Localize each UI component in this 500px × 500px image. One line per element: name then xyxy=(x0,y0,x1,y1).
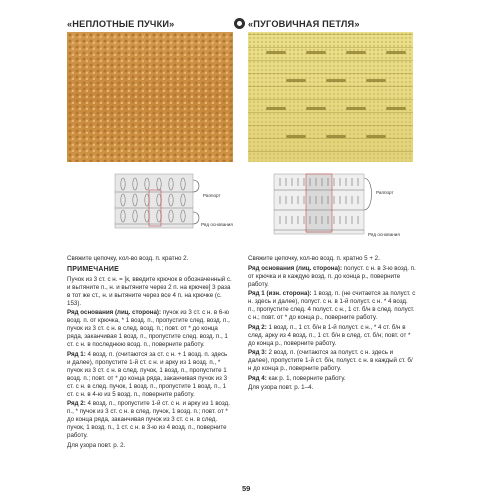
chart-foundation-label: Ряд основания xyxy=(201,222,233,227)
note-heading: ПРИМЕЧАНИЕ xyxy=(67,266,119,273)
row-label: Ряд основания (лиц. сторона): xyxy=(67,309,162,316)
row-text: 4 возд. п., пропустите 1-й ст. с н. и арку из 1 возд. п., * пучок из 3 ст. с н. в след. пучок, 1 возд. п.; повт. от * до конца ряда, заканчивая пучок из 3 ст. с н. в след. пучок, 1 возд. п., 1 ст. с н. в 3-ю из 4 возд. п., поверните работу. xyxy=(67,400,230,439)
row-label: Ряд 3: xyxy=(248,349,267,356)
page-number: 59 xyxy=(242,484,251,493)
left-instructions xyxy=(67,255,232,451)
buttonhole-swatch-photo xyxy=(248,32,413,162)
intro-text: Свяжите цепочку, кол-во возд. п. кратно 2. xyxy=(67,255,189,262)
left-pattern-title: «НЕПЛОТНЫЕ ПУЧКИ» xyxy=(67,19,175,29)
buttonhole-chart xyxy=(270,172,410,242)
row-text: 4 возд. п. (считаются за ст. с н. + 1 возд. п. здесь и далее), пропустите 1-й ст. с н. и арку из 1 возд. п., * пучок из 3 ст. с н. в след. пучок, 1 возд. п., пропустите 1 возд. п.; повт. от * до конца ряда, заканчивая пучок из 3 ст. с н. в след. пучок, 1 возд. п., пропустите 1 возд. п., 1 ст. с н. в 4-ю из 5 возд. п., поверните работу. xyxy=(67,350,228,398)
row-label: Ряд 4: xyxy=(248,374,267,382)
chart-foundation-label: Ряд основания xyxy=(368,232,400,237)
row-instruction xyxy=(248,375,416,383)
row-text: 1 возд. п. (не считается за полуст. с н. здесь и далее), полуст. с н. в 1-й полуст. с н. * 4 возд. п., пропустите след. 4 полуст. с н., 1 ст. б/н в след. полуст. с н.; повт. от * до конца р., поверните работу. xyxy=(248,290,416,321)
row-label: Ряд 1 (изн. сторона): xyxy=(248,290,312,297)
row-text: 2 возд. п. (считаются за полуст. с н. здесь и далее), пропустите 1-й ст. б/н, полуст. с н. в каждый ст. б/н до конца р., поверните работу. xyxy=(248,349,413,372)
row-instruction xyxy=(248,265,416,289)
repeat-text: Для узора повт. р. 1–4. xyxy=(248,384,314,391)
row-text: пучок из 3 ст. с н. в 6-ю возд. п. от крючка, * 1 возд. п., пропустите след. возд. п., пучок из 3 ст. с н. в след. возд. п.; повт. от * до конца ряда, заканчивая 1 возд. п., пропустите след. возд. п., 1 ст. с н. в последнюю возд. п., поверните работу. xyxy=(67,309,230,348)
intro-text: Свяжите цепочку, кол-во возд. п. кратно 5 + 2. xyxy=(248,255,380,262)
row-instruction xyxy=(67,309,232,349)
loose-bobbles-chart xyxy=(111,172,231,232)
row-text: 1 возд. п., 1 ст. б/н в 1-й полуст. с н., * 4 ст. б/н в след. арку из 4 возд. п., 1 ст. б/н в след. ст. б/н; повт. от * до конца р., поверните работу. xyxy=(248,323,411,347)
row-text: как р. 1, поверните работу. xyxy=(268,374,346,382)
row-instruction xyxy=(248,349,416,373)
row-label: Ряд основания (лиц. сторона): xyxy=(248,264,343,272)
row-label: Ряд 1: xyxy=(67,350,86,358)
right-instructions xyxy=(248,255,416,394)
note-text: Пучок из 3 ст. с н. = [к, введите крючок в обозначенный с. и вытяните п., н. и вытяните через 2 п. на крючке] 3 раза в тот же ст., н. и вытяните через все 4 п. на крючке (с. 153). xyxy=(67,275,232,307)
row-instruction xyxy=(67,351,232,399)
row-instruction xyxy=(248,290,416,322)
right-pattern-title: «ПУГОВИЧНАЯ ПЕТЛЯ» xyxy=(248,19,360,29)
chart-repeat-label: Раппорт xyxy=(203,193,221,198)
chart-repeat-label: Раппорт xyxy=(376,190,394,195)
loose-bobbles-swatch-photo xyxy=(67,32,233,162)
repeat-text: Для узора повт. р. 2. xyxy=(67,441,126,449)
button-loop-icon xyxy=(234,18,245,29)
row-text: полуст. с н. в 3-ю возд. п. от крючка и в каждую возд. п. до конца р., поверните работу. xyxy=(248,264,416,288)
row-label: Ряд 2: xyxy=(67,400,86,407)
row-instruction xyxy=(67,400,232,440)
row-instruction xyxy=(248,324,416,348)
row-label: Ряд 2: xyxy=(248,323,267,331)
